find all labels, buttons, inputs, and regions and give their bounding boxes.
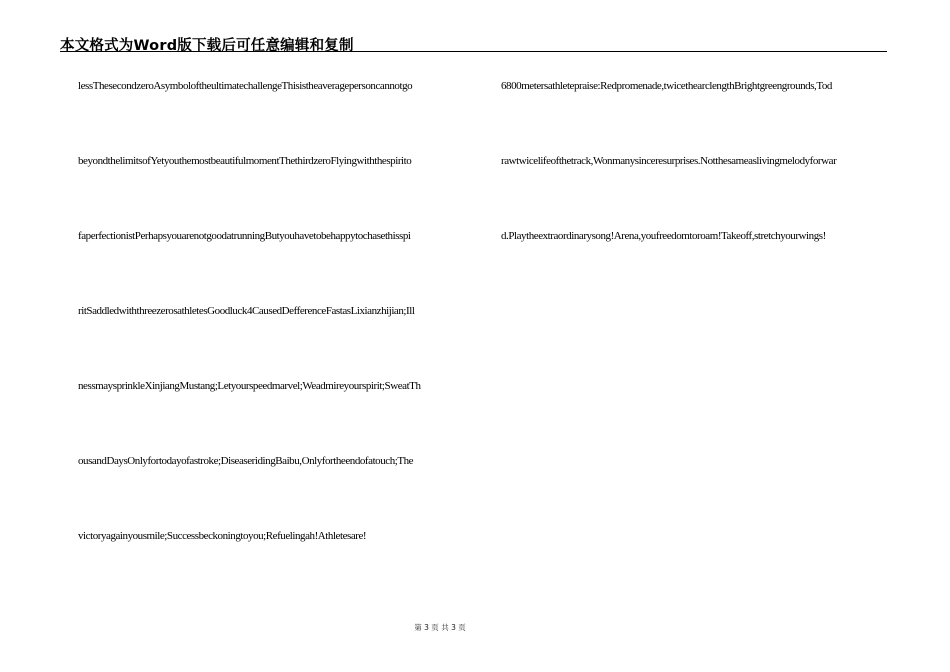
page-number-footer: 第 3 页 共 3 页 xyxy=(414,623,466,632)
text-line: d.Playtheextraordinarysong!Arena,youfreedomtoroam!Takeoff,stretchyourwings! xyxy=(501,230,826,242)
text-line: victoryagainyousmile;Successbeckoningtoyou;Refuelingah!Athletesare! xyxy=(78,530,367,542)
text-line: rawtwicelifeofthetrack,Wonmanysinceresurprises.Notthesameaslivingmelodyforwar xyxy=(501,155,837,167)
header-divider xyxy=(60,51,887,52)
text-line: faperfectionistPerhapsyouarenotgoodatrunningButyouhavetobehappytochasethisspi xyxy=(78,230,411,242)
text-line: ousandDaysOnlyfortodayofastroke;DiseaseridingBaibu,Onlyfortheendofatouch;The xyxy=(78,455,414,467)
text-line: 6800metersathletepraise:Redpromenade,twicethearclengthBrightgreengrounds,Tod xyxy=(501,80,832,92)
text-line: beyondthelimitsofYetyouthemostbeautifulmomentThethirdzeroFlyingwiththespirito xyxy=(78,155,412,167)
text-line: lessThesecondzeroAsymboloftheultimatechallengeThisistheaveragepersoncannotgo xyxy=(78,80,413,92)
text-line: nessmaysprinkleXinjiangMustang;Letyourspeedmarvel;Weadmireyourspirit;SweatTh xyxy=(78,380,421,392)
page-header-title: 本文格式为Word版下载后可任意编辑和复制 xyxy=(60,38,354,54)
text-line: ritSaddledwiththreezerosathletesGoodluck4CausedDefferenceFastasLixianzhijian;Ill xyxy=(78,305,415,317)
